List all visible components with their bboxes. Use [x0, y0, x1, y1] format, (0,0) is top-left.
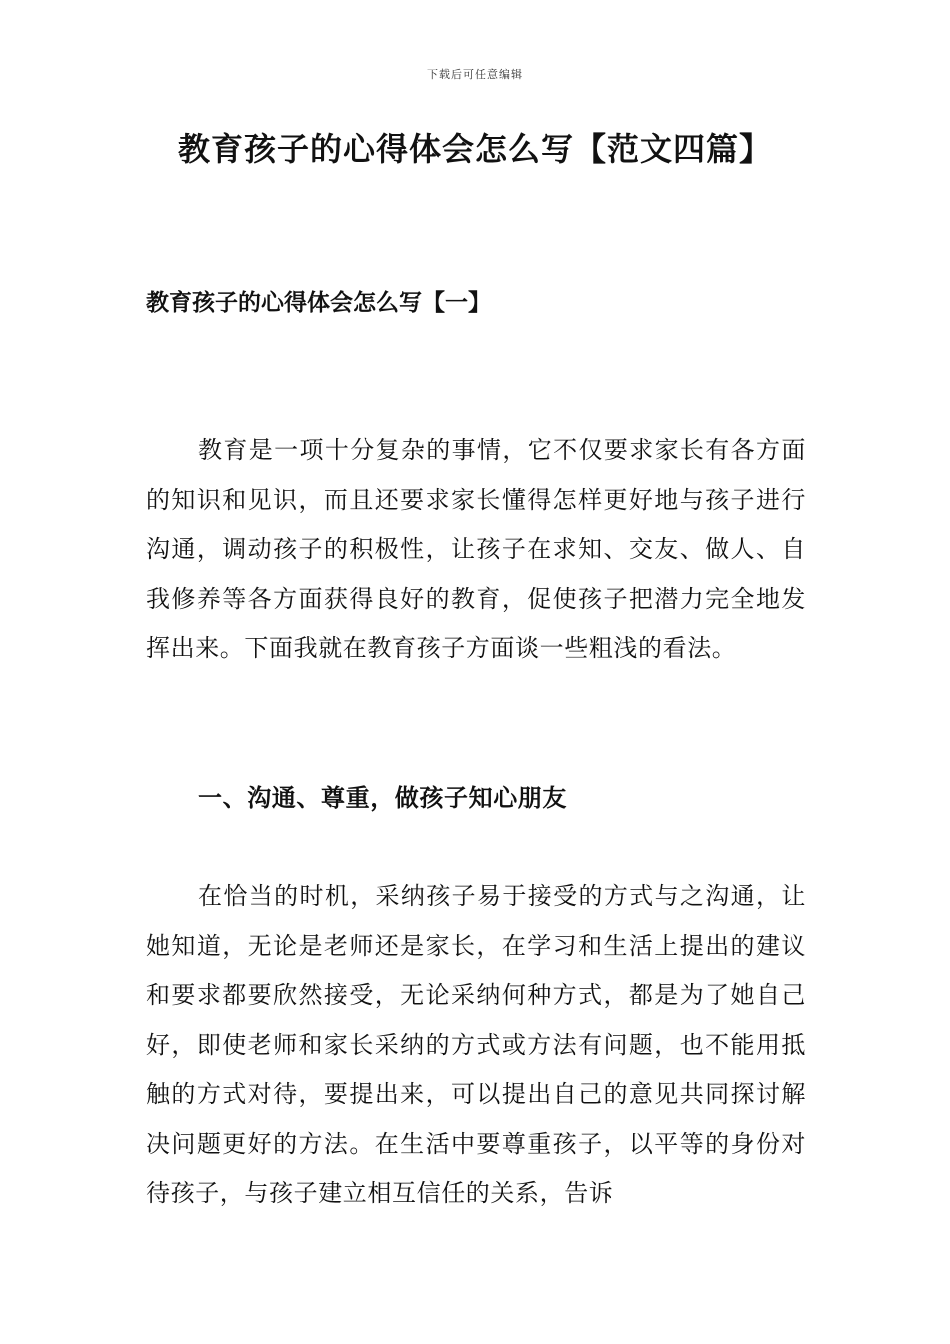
paragraph-intro: 教育是一项十分复杂的事情，它不仅要求家长有各方面的知识和见识，而且还要求家长懂得怎样更好地与孩子进行沟通，调动孩子的积极性，让孩子在求知、交友、做人、自我修养等各方面获得良好的教育，促使孩子把潜力完全地发挥出来。下面我就在教育孩子方面谈一些粗浅的看法。: [146, 436, 806, 662]
header-note: 下载后可任意编辑: [427, 68, 523, 81]
paragraph-communication: 在恰当的时机，采纳孩子易于接受的方式与之沟通，让她知道，无论是老师还是家长，在学习和生活上提出的建议和要求都要欣然接受，无论采纳何种方式，都是为了她自己好，即使老师和家长采纳的方式或方法有问题，也不能用抵触的方式对待，要提出来，可以提出自己的意见共同探讨解决问题更好的方法。在生活中要尊重孩子，以平等的身份对待孩子，与孩子建立相互信任的关系，告诉: [146, 882, 806, 1207]
document-title: 教育孩子的心得体会怎么写【范文四篇】: [177, 130, 772, 168]
subheading-communication: 一、沟通、尊重，做孩子知心朋友: [198, 783, 567, 812]
section-heading: 教育孩子的心得体会怎么写【一】: [146, 289, 491, 316]
